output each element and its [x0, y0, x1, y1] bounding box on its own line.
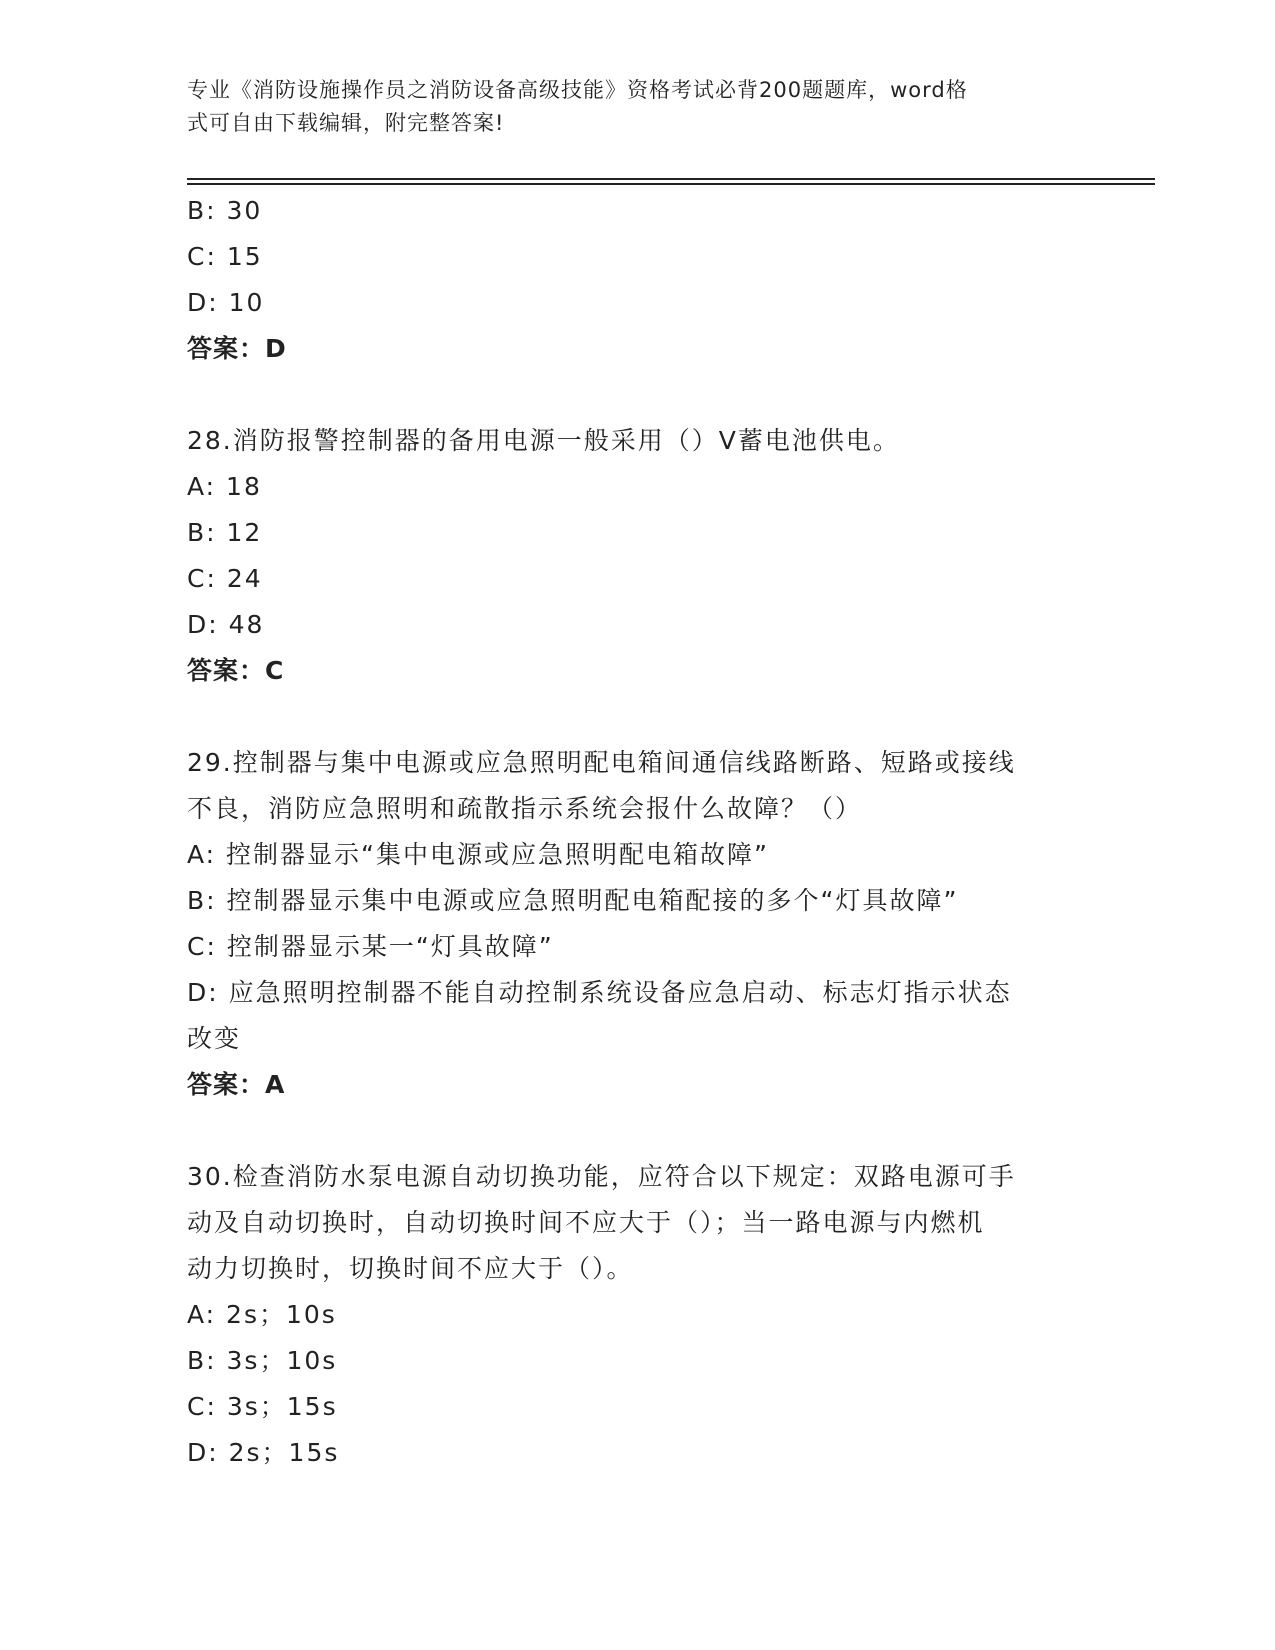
header-divider-top [187, 178, 1155, 180]
answer-line: 答案：D [187, 334, 287, 363]
question-stem: 28.消防报警控制器的备用电源一般采用（）V蓄电池供电。 [187, 426, 900, 455]
question-list [187, 188, 1077, 1476]
option-a: A: 18 [187, 472, 262, 501]
option-b: B: 3s；10s [187, 1346, 338, 1375]
option-c: C: 控制器显示某一“灯具故障” [187, 932, 554, 961]
question-29 [187, 740, 1077, 1108]
option-a: A: 2s；10s [187, 1300, 337, 1329]
spacer [187, 372, 1077, 418]
option-d-continued: 改变 [187, 1024, 242, 1053]
option-d: D: 10 [187, 288, 265, 317]
spacer [187, 694, 1077, 740]
option-a: A: 控制器显示“集中电源或应急照明配电箱故障” [187, 840, 769, 869]
question-28 [187, 418, 1077, 694]
option-c: C: 24 [187, 564, 263, 593]
header-line-2: 式可自由下载编辑，附完整答案! [187, 111, 505, 135]
answer-line: 答案：A [187, 1070, 286, 1099]
question-stem: 不良，消防应急照明和疏散指示系统会报什么故障？（） [187, 794, 863, 823]
question-stem: 29.控制器与集中电源或应急照明配电箱间通信线路断路、短路或接线 [187, 748, 1016, 777]
option-b: B: 12 [187, 518, 263, 547]
option-d: D: 应急照明控制器不能自动控制系统设备应急启动、标志灯指示状态 [187, 978, 1012, 1007]
option-d: D: 2s；15s [187, 1438, 340, 1467]
question-stem: 30.检查消防水泵电源自动切换功能，应符合以下规定：双路电源可手 [187, 1162, 1016, 1191]
option-b: B: 控制器显示集中电源或应急照明配电箱配接的多个“灯具故障” [187, 886, 959, 915]
question-stem: 动及自动切换时，自动切换时间不应大于（）；当一路电源与内燃机 [187, 1208, 985, 1237]
option-c: C: 3s；15s [187, 1392, 338, 1421]
header-line-1: 专业《消防设施操作员之消防设备高级技能》资格考试必背200题题库，word格 [187, 78, 968, 102]
header-divider-bottom [187, 183, 1155, 185]
option-c: C: 15 [187, 242, 263, 271]
question-27-tail [187, 188, 1077, 372]
question-stem: 动力切换时，切换时间不应大于（）。 [187, 1254, 634, 1283]
option-d: D: 48 [187, 610, 265, 639]
question-30 [187, 1154, 1077, 1476]
spacer [187, 1108, 1077, 1154]
answer-line: 答案：C [187, 656, 285, 685]
option-b: B: 30 [187, 196, 263, 225]
document-header [187, 74, 1067, 140]
